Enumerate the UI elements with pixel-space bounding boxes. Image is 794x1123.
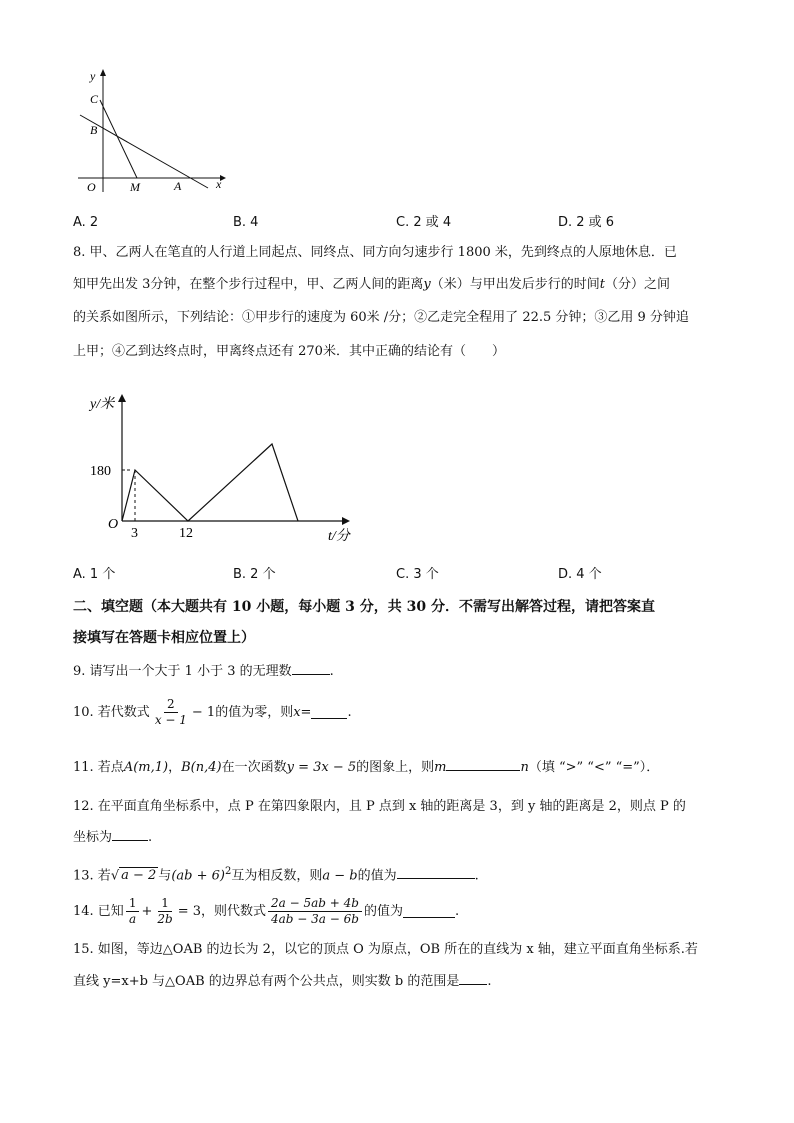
q11-answer-blank[interactable] bbox=[446, 758, 520, 771]
section2-heading-2: 接填写在答题卡相应位置上） bbox=[73, 630, 255, 646]
q11-m: m bbox=[434, 760, 447, 775]
q9-end: . bbox=[329, 664, 334, 679]
q14-fraction-1 bbox=[126, 896, 140, 927]
q13-post: 的值为 bbox=[357, 868, 397, 884]
q7-line-ba bbox=[80, 115, 208, 188]
section2-heading-1: 二、填空题（本大题共有 10 小题，每小题 3 分，共 30 分．不需写出解答过程，请把答案直 bbox=[73, 599, 655, 615]
q7-label-a: A bbox=[174, 179, 182, 193]
q15-answer-blank[interactable] bbox=[459, 972, 487, 985]
q8-line-1: 8. 甲、乙两人在笔直的人行道上同起点、同终点、同方向匀速步行 1800 米，先到终点的人原地休息．已 bbox=[73, 245, 677, 260]
q15-end: . bbox=[487, 974, 492, 989]
q7-figure bbox=[70, 62, 240, 202]
q8-graph bbox=[80, 390, 370, 550]
q11-point-b: B(n,4) bbox=[181, 760, 222, 775]
q15-line-2-text: 直线 y=x+b 与△OAB 的边界总有两个公共点，则实数 b 的范围是 bbox=[73, 974, 460, 989]
q14 bbox=[73, 896, 459, 927]
q14-fraction-2 bbox=[154, 896, 175, 927]
q8-x-arrow bbox=[342, 517, 350, 525]
q8-line-2b: （米）与甲出发后步行的时间 bbox=[430, 277, 600, 292]
q13-exponent: 2 bbox=[224, 866, 232, 877]
q8-line-2c: （分）之间 bbox=[605, 277, 671, 292]
q10-var: x bbox=[293, 704, 301, 720]
q9 bbox=[73, 662, 334, 681]
q10-numerator: 2 bbox=[164, 697, 178, 713]
q12-line-1: 12. 在平面直角坐标系中，点 P 在第四象限内，且 P 点到 x 轴的距离是 3，到 y 轴的距离是 2，则点 P 的 bbox=[73, 799, 686, 814]
q9-answer-blank[interactable] bbox=[292, 662, 330, 675]
q10-eq: = bbox=[300, 704, 312, 720]
q7-option-c: C. 2 或 4 bbox=[396, 215, 452, 230]
q13-end: . bbox=[474, 868, 479, 884]
q8-label-origin: O bbox=[108, 517, 119, 532]
q13: 13. 若√ a − 2 与(ab + 6)$^2$互为相反数，则a − b的值为 . bbox=[73, 866, 479, 884]
q12-end: . bbox=[148, 830, 153, 845]
q11-mid: 在一次函数 bbox=[221, 760, 287, 775]
q14-f2-num: 1 bbox=[158, 896, 172, 912]
q14-f1-num: 1 bbox=[126, 896, 140, 912]
q8-option-c: C. 3 个 bbox=[396, 567, 439, 582]
q8-label-12: 12 bbox=[179, 526, 193, 541]
q11-mid2: 的图象上，则 bbox=[356, 760, 435, 775]
q11-pre: 11. 若点 bbox=[73, 760, 124, 775]
q10-denominator: x − 1 bbox=[154, 713, 187, 727]
q12-line-2-text: 坐标为 bbox=[73, 830, 113, 845]
q8-var-y: y bbox=[423, 277, 431, 292]
q7-label-m: M bbox=[130, 180, 140, 194]
q14-f3-den: 4ab − 3a − 6b bbox=[270, 912, 359, 926]
q10-answer-blank[interactable] bbox=[311, 706, 347, 719]
q10-fraction bbox=[152, 697, 190, 728]
q14-answer-blank[interactable] bbox=[403, 905, 455, 918]
q15-line-1: 15. 如图，等边△OAB 的边长为 2，以它的顶点 O 为原点，OB 所在的直线为 x 轴，建立平面直角坐标系.若 bbox=[73, 942, 698, 957]
q11-function: y = 3x − 5 bbox=[286, 760, 357, 775]
q8-y-arrow bbox=[118, 394, 126, 402]
q7-line-cm bbox=[100, 100, 137, 178]
q13-answer-blank[interactable] bbox=[397, 866, 475, 879]
q8-line-2 bbox=[73, 276, 670, 294]
q10-post: − 1的值为零，则 bbox=[191, 704, 294, 720]
q8-label-3: 3 bbox=[131, 526, 138, 541]
q8-option-d: D. 4 个 bbox=[558, 567, 602, 582]
q15-line-2 bbox=[73, 972, 492, 991]
q7-option-a: A. 2 bbox=[73, 215, 99, 230]
q7-label-o: O bbox=[87, 180, 96, 194]
q13-radicand: a − 2 bbox=[121, 868, 157, 884]
q14-post: 的值为 bbox=[363, 903, 403, 919]
q7-label-b: B bbox=[90, 123, 98, 137]
q7-option-d: D. 2 或 6 bbox=[558, 215, 615, 230]
q11-point-a: A(m,1) bbox=[123, 760, 169, 775]
q14-plus: + bbox=[141, 903, 153, 919]
q8-label-ylabel: y/米 bbox=[90, 397, 115, 412]
q14-end: . bbox=[454, 903, 460, 919]
q9-text: 9. 请写出一个大于 1 小于 3 的无理数 bbox=[73, 664, 292, 679]
q13-pre: 13. 若 bbox=[73, 868, 111, 884]
q14-eq: = 3，则代数式 bbox=[177, 903, 266, 919]
q8-line-2a: 知甲先出发 3分钟，在整个步行过程中，甲、乙两人间的距离 bbox=[73, 277, 424, 292]
q14-pre: 14. 已知 bbox=[73, 903, 124, 919]
q7-label-x: x bbox=[216, 177, 222, 191]
q11-n: n bbox=[520, 760, 529, 775]
q7-label-y: y bbox=[90, 69, 96, 83]
q10-end: . bbox=[347, 704, 352, 720]
q8-label-180: 180 bbox=[90, 464, 111, 479]
q13-expr: a − b bbox=[322, 868, 358, 884]
q14-f3-num: 2a − 5ab + 4b bbox=[268, 896, 362, 912]
q7-label-c: C bbox=[90, 92, 99, 106]
q12-answer-blank[interactable] bbox=[112, 828, 148, 841]
q12-line-2 bbox=[73, 828, 152, 847]
q8-graph-line bbox=[122, 444, 298, 521]
q10-pre: 10. 若代数式 bbox=[73, 704, 150, 720]
q8-line-3: 的关系如图所示，下列结论：①甲步行的速度为 60米 /分；②乙走完全程用了 22.5 分钟；③乙用 9 分钟追 bbox=[73, 310, 689, 325]
q14-fraction-3 bbox=[268, 896, 362, 927]
q7-option-b: B. 4 bbox=[233, 215, 259, 230]
q8-label-xlabel: t/分 bbox=[328, 529, 350, 544]
q11-post: （填 “>” “<” “=”）． bbox=[528, 760, 660, 775]
q7-y-arrow bbox=[100, 69, 106, 76]
q13-mid2: 互为相反数，则 bbox=[231, 868, 323, 884]
q13-mid: 与 bbox=[158, 868, 172, 884]
q11 bbox=[73, 758, 659, 777]
q10 bbox=[73, 697, 352, 728]
q8-line-4: 上甲；④乙到达终点时，甲离终点还有 270米．其中正确的结论有（ ） bbox=[73, 344, 505, 359]
q8-option-a: A. 1 个 bbox=[73, 567, 116, 582]
q14-f2-den: 2b bbox=[157, 912, 173, 926]
q14-f1-den: a bbox=[129, 912, 137, 926]
q11-sep: ， bbox=[168, 760, 182, 775]
q13-square-base: (ab + 6) bbox=[171, 868, 225, 884]
q8-var-t: t bbox=[599, 277, 606, 292]
q8-option-b: B. 2 个 bbox=[233, 567, 276, 582]
